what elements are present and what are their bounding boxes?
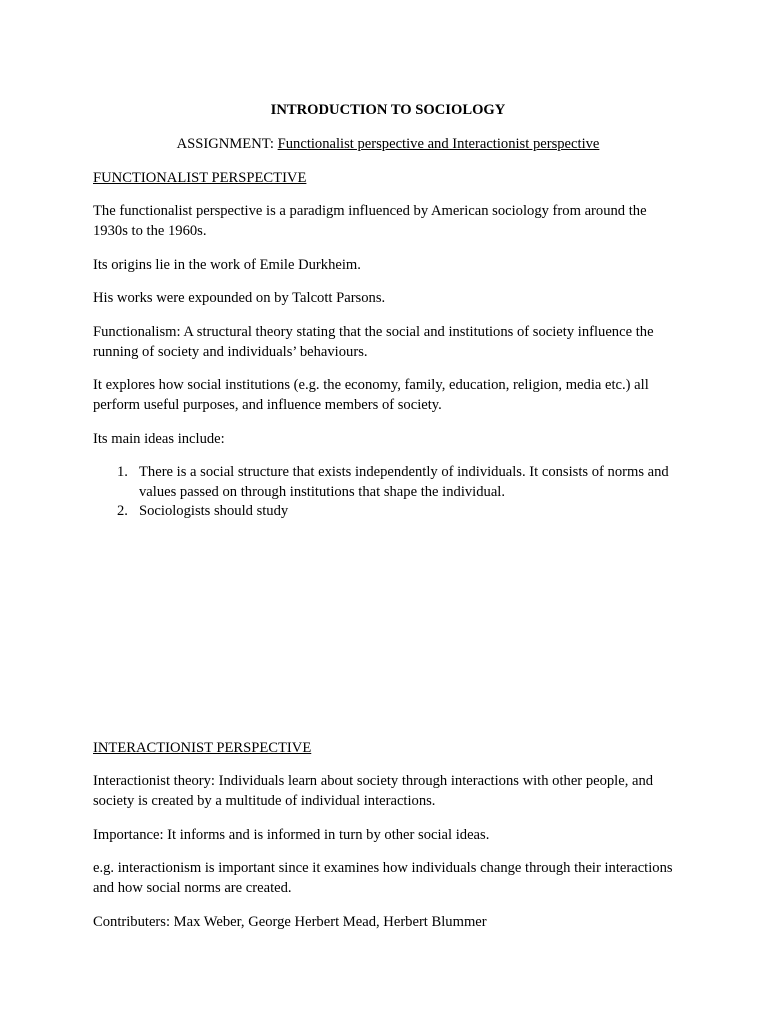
functionalist-paragraph-1: The functionalist perspective is a paradigm influenced by American sociology from around the 1930s to the 1960s. [93,203,647,239]
functionalist-paragraph-6: Its main ideas include: [93,431,225,447]
assignment-line [93,135,683,154]
list-item-number: 2. [117,503,128,519]
document-title: INTRODUCTION TO SOCIOLOGY [270,102,506,118]
interactionist-paragraph-4: Contributers: Max Weber, George Herbert Mead, Herbert Blummer [93,914,487,930]
list-item [93,502,683,522]
document-page [93,0,683,1024]
list-item-number: 1. [117,464,128,480]
assignment-label: ASSIGNMENT: [176,136,278,152]
functionalist-heading: FUNCTIONALIST PERSPECTIVE [93,170,307,186]
functionalist-paragraph-3: His works were expounded on by Talcott Parsons. [93,290,386,306]
main-ideas-list [93,463,683,522]
interactionist-paragraph-3: e.g. interactionism is important since it examines how individuals change through their interactions and how social norms are created. [93,860,673,896]
list-item [93,463,683,502]
functionalist-paragraph-4: Functionalism: A structural theory stating that the social and institutions of society influence the running of society and individuals’ behaviours. [93,324,654,360]
functionalist-paragraph-2: Its origins lie in the work of Emile Durkheim. [93,257,361,273]
interactionist-paragraph-2: Importance: It informs and is informed in turn by other social ideas. [93,827,490,843]
functionalist-paragraph-5: It explores how social institutions (e.g. the economy, family, education, religion, media etc.) all perform useful purposes, and influence members of society. [93,377,649,413]
interactionist-paragraph-1: Interactionist theory: Individuals learn about society through interactions with other people, and society is created by a multitude of individual interactions. [93,773,654,809]
list-item-text: Sociologists should study [139,503,289,519]
assignment-topic: Functionalist perspective and Interactionist perspective [277,136,600,152]
list-item-text: There is a social structure that exists independently of individuals. It consists of norms and values passed on through institutions that shape the individual. [139,464,669,500]
interactionist-heading: INTERACTIONIST PERSPECTIVE [93,740,312,756]
